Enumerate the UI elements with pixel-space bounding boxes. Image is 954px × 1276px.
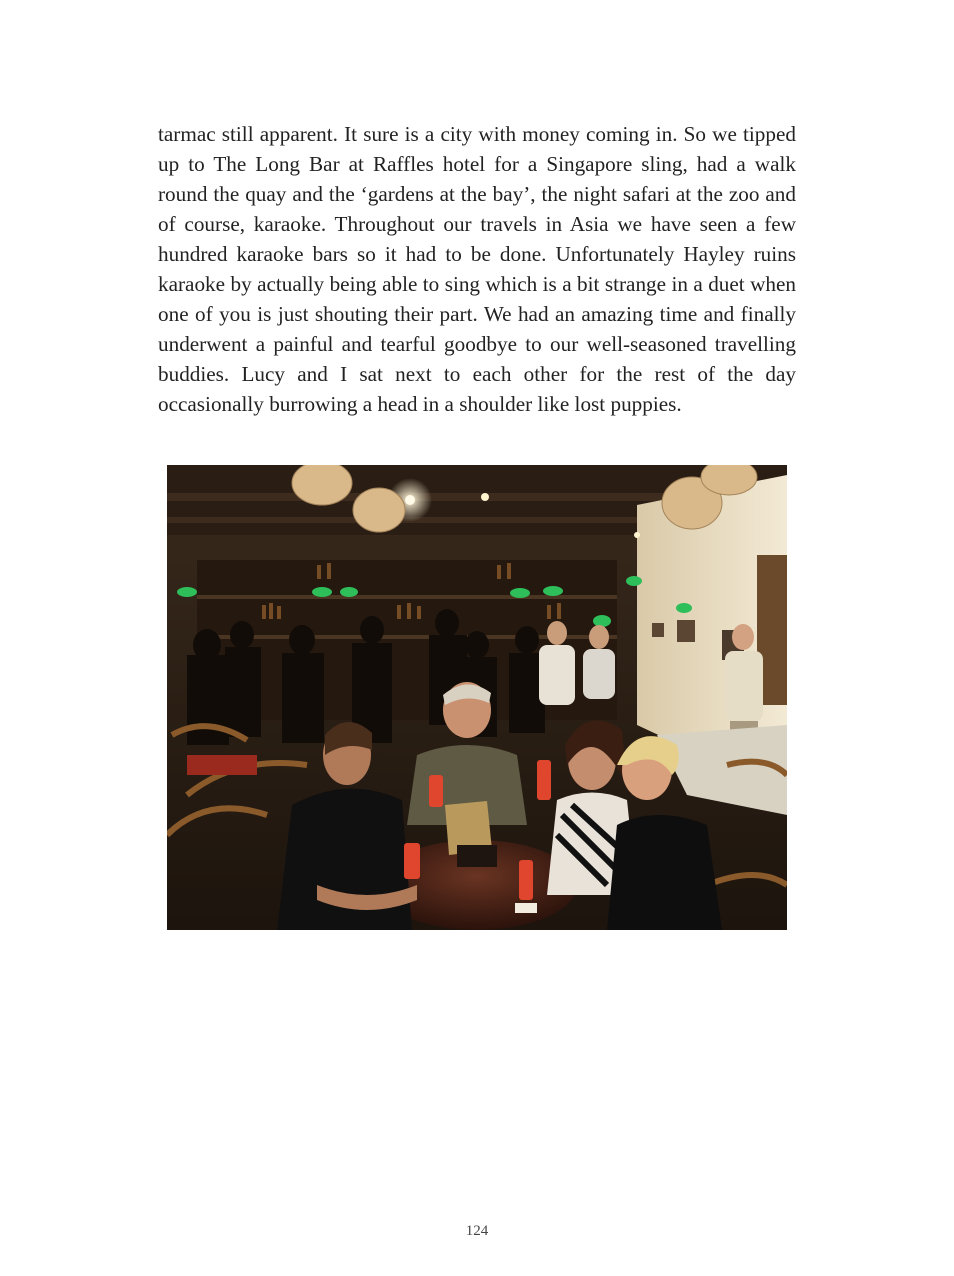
page-number: 124 <box>465 1223 489 1239</box>
body-paragraph: tarmac still apparent. It sure is a city with money coming in. So we tipped up to The Long Bar at Raffles hotel for a Singapore sling, had a walk round the quay and the ‘gardens at the bay’, the night safari at the zoo and of course, karaoke. Throughout our travels in Asia we have seen a few hundred karaoke bars so it had to be done. Unfortunately Hayley ruins karaoke by actually being able to sing which is a bit strange in a duet when one of you is just shouting their part. We had an amazing time and finally underwent a painful and tearful goodbye to our well-seasoned travelling buddies. Lucy and I sat next to each other for the rest of the day occasionally burrowing a head in a shoulder like lost puppies. <box>158 122 796 416</box>
bar-group-photo <box>167 465 787 930</box>
bar-scene-illustration <box>167 465 787 930</box>
